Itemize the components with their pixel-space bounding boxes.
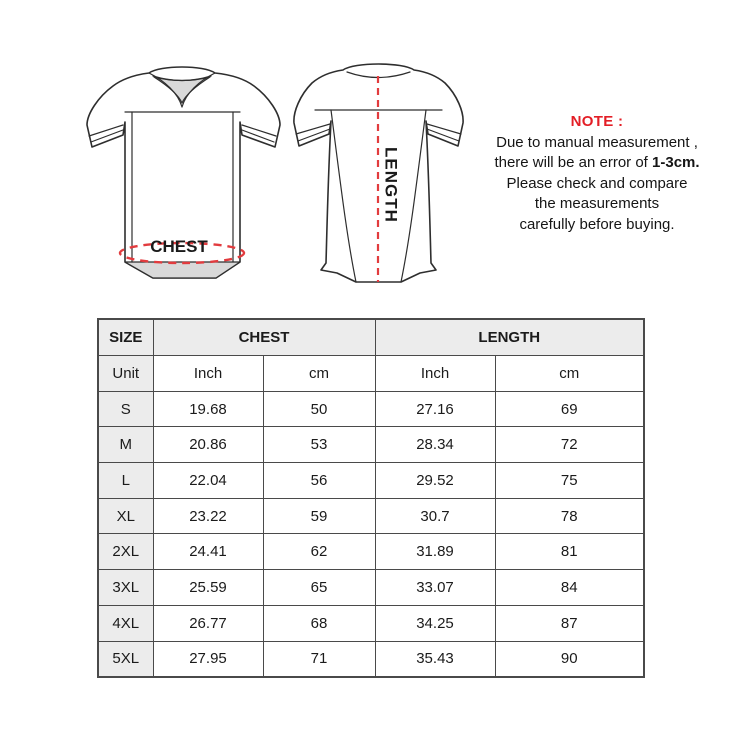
size-cell: 5XL [98,641,153,677]
table-header-row [98,319,644,356]
chest-inch-value: 20.86 [153,427,263,463]
size-cell: 4XL [98,605,153,641]
chest-label: CHEST [150,237,208,256]
length-cm-value: 87 [495,605,644,641]
unit-row [98,356,644,392]
length-cm-value: 90 [495,641,644,677]
length-inch-value: 35.43 [375,641,495,677]
length-cm-value: 84 [495,570,644,606]
header-length: LENGTH [375,319,644,356]
unit-chest-inch: Inch [153,356,263,392]
chest-inch-value: 22.04 [153,463,263,499]
table-row [98,427,644,463]
chest-cm-value: 50 [263,391,375,427]
size-chart-table [97,318,645,678]
length-label: LENGTH [381,147,401,223]
length-inch-value: 27.16 [375,391,495,427]
note-line-2: there will be an error of 1-3cm. [494,154,700,171]
table-row [98,463,644,499]
chest-inch-value: 25.59 [153,570,263,606]
chest-cm-value: 65 [263,570,375,606]
table-row [98,391,644,427]
size-cell: 3XL [98,570,153,606]
header-chest: CHEST [153,319,375,356]
length-cm-value: 81 [495,534,644,570]
chest-cm-value: 59 [263,498,375,534]
table-row [98,534,644,570]
note-line-5: carefully before buying. [519,215,675,233]
table-row [98,641,644,677]
length-cm-value: 78 [495,498,644,534]
length-inch-value: 28.34 [375,427,495,463]
chest-inch-value: 23.22 [153,498,263,534]
length-inch-value: 30.7 [375,498,495,534]
chest-cm-value: 56 [263,463,375,499]
length-inch-value: 34.25 [375,605,495,641]
unit-length-cm: cm [495,356,644,392]
length-inch-value: 33.07 [375,570,495,606]
length-cm-value: 75 [495,463,644,499]
chest-inch-value: 24.41 [153,534,263,570]
table-row [98,605,644,641]
note-line-3: Please check and compare [506,174,688,192]
size-cell: M [98,427,153,463]
length-cm-value: 72 [495,427,644,463]
size-cell: S [98,391,153,427]
length-inch-value: 31.89 [375,534,495,570]
size-cell: 2XL [98,534,153,570]
chest-cm-value: 71 [263,641,375,677]
unit-chest-cm: cm [263,356,375,392]
note-line-1: Due to manual measurement , [496,133,698,151]
size-cell: XL [98,498,153,534]
note-line-4: the measurements [534,195,660,212]
back-shirt-diagram [293,58,473,296]
length-inch-value: 29.52 [375,463,495,499]
chest-inch-value: 27.95 [153,641,263,677]
chest-cm-value: 62 [263,534,375,570]
table-row [98,570,644,606]
chest-cm-value: 68 [263,605,375,641]
note-title: NOTE : [570,113,624,130]
chest-inch-value: 19.68 [153,391,263,427]
unit-label-cell: Unit [98,356,153,392]
length-cm-value: 69 [495,391,644,427]
front-shirt-diagram [85,62,290,290]
front-hem-shade [125,262,240,278]
note-error-range: 1-3cm. [652,154,700,171]
chest-inch-value: 26.77 [153,605,263,641]
table-row [98,498,644,534]
size-cell: L [98,463,153,499]
unit-length-inch: Inch [375,356,495,392]
chest-cm-value: 53 [263,427,375,463]
note-block [474,112,720,235]
header-size: SIZE [98,319,153,356]
